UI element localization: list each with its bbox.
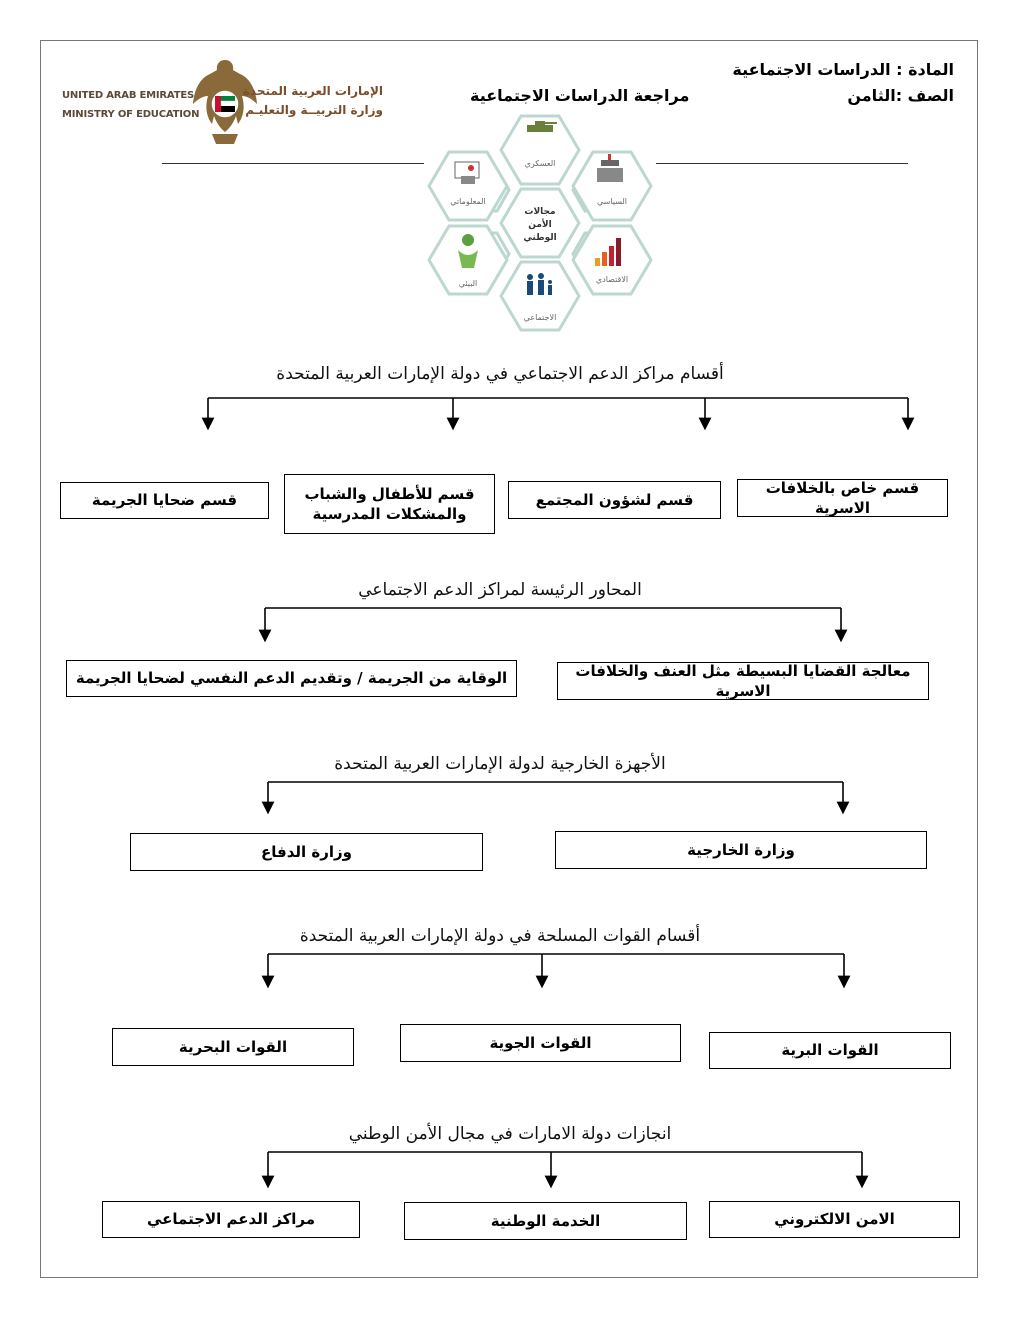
box-crime-victims-dept: قسم ضحايا الجريمة [60,482,269,519]
box-cyber-security: الامن الالكتروني [709,1201,960,1238]
box-crime-prevention: الوقاية من الجريمة / وتقديم الدعم النفسي لضحايا الجريمة [66,660,517,697]
box-national-service: الخدمة الوطنية [404,1202,687,1240]
hex-label-economic: الاقتصادي [595,275,629,284]
box-air-forces: القوات الجوية [400,1024,681,1062]
box-simple-issues: معالجة القضايا البسيطة مثل العنف والخلافات الاسرية [557,662,929,700]
hex-center-line3: الوطني [523,233,557,243]
box-naval-forces: القوات البحرية [112,1028,354,1066]
hex-label-social: الاجتماعي [523,313,557,322]
hex-label-political: السياسي [596,197,628,206]
logo-en-line1: UNITED ARAB EMIRATES [62,90,194,101]
box-family-disputes-dept: قسم خاص بالخلافات الاسرية [737,479,948,517]
hex-center-line1: مجالات [524,207,556,217]
section-title-support-centers-departments: أقسام مراكز الدعم الاجتماعي في دولة الإمارات العربية المتحدة [276,364,724,384]
hex-center-line2: الأمن [528,220,552,230]
section-title-main-axes: المحاور الرئيسة لمراكز الدعم الاجتماعي [358,580,642,600]
box-community-affairs-dept: قسم لشؤون المجتمع [508,481,721,519]
hex-label-military: العسكري [524,159,556,168]
logo-en-line2: MINISTRY OF EDUCATION [62,109,200,120]
subject-label: المادة : الدراسات الاجتماعية [732,60,954,79]
section-title-external-bodies: الأجهزة الخارجية لدولة الإمارات العربية المتحدة [334,754,666,774]
box-children-youth-dept: قسم للأطفال والشباب والمشكلات المدرسية [284,474,495,534]
logo-ar-line2: وزارة التربيــة والتعليـم [245,103,383,118]
hex-label-environmental: البيئي [458,279,478,288]
box-social-support-centers: مراكز الدعم الاجتماعي [102,1201,360,1238]
section-title-achievements: انجازات دولة الامارات في مجال الأمن الوطني [348,1124,672,1144]
section-title-armed-forces: أقسام القوات المسلحة في دولة الإمارات العربية المتحدة [299,926,701,946]
box-foreign-ministry: وزارة الخارجية [555,831,927,869]
box-defense-ministry: وزارة الدفاع [130,833,483,871]
grade-label: الصف :الثامن [847,86,954,105]
hex-label-informational: المعلوماتي [450,197,486,206]
logo-ar-line1: الإمارات العربية المتحدة [242,84,383,98]
box-land-forces: القوات البرية [709,1032,951,1069]
page-title: مراجعة الدراسات الاجتماعية [470,86,690,105]
